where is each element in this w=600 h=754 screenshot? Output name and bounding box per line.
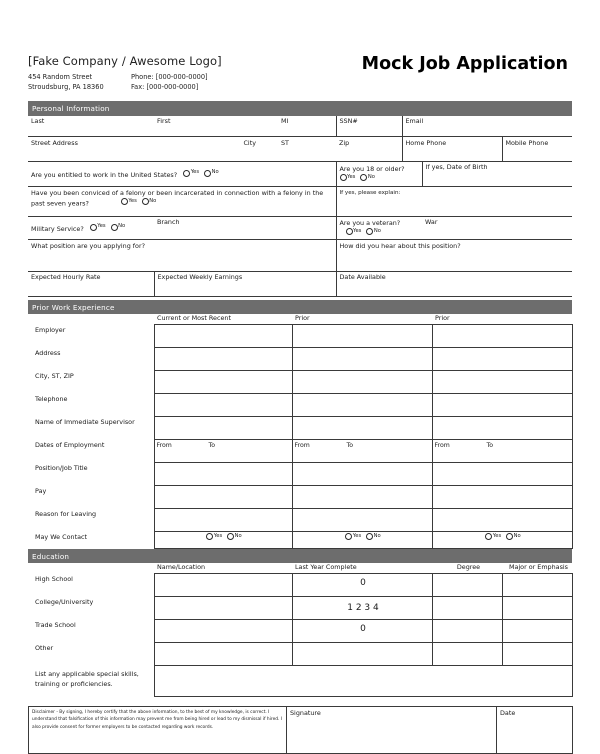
field-email[interactable]: Email [402, 116, 572, 137]
radio-no-label: No [373, 227, 381, 234]
work-cell-address-current[interactable] [154, 348, 292, 371]
work-row-label-telephone: Telephone [35, 394, 68, 403]
work-cell-contact-prior-2[interactable] [432, 532, 572, 549]
table-row [28, 348, 572, 371]
work-cell-employer-current[interactable] [154, 325, 292, 348]
field-branch[interactable]: Branch [154, 216, 336, 240]
field-war[interactable]: War [422, 216, 572, 240]
field-date-available[interactable]: Date Available [336, 271, 572, 297]
radio-no-label: No [513, 533, 521, 540]
education-row-label-high-school: High School [35, 574, 73, 583]
field-street-address[interactable]: Street Address [28, 137, 154, 162]
question-felony-label: Have you been conviced of a felony or been incarcerated in connection with a felony in the past seven years? [31, 188, 324, 208]
dates-to-label: To [208, 442, 216, 450]
work-row-label-position-title: Position/Job Title [35, 463, 88, 472]
dates-from-label: From [294, 442, 310, 450]
work-cell-position-prior-1[interactable] [292, 463, 432, 486]
radio-yes[interactable] [183, 170, 190, 177]
question-entitled-to-work-label: Are you entitled to work in the United States? [31, 170, 178, 179]
radio-no[interactable] [111, 224, 118, 231]
work-row-label-reason-for-leaving: Reason for Leaving [35, 509, 97, 518]
radio-no[interactable] [227, 533, 234, 540]
table-row [28, 394, 572, 417]
education-cell-special-skills[interactable] [154, 666, 572, 697]
question-felony [28, 187, 336, 217]
education-cell-name-high-school[interactable] [154, 574, 292, 597]
education-cell-major-other[interactable] [502, 643, 572, 666]
radio-yes[interactable] [121, 198, 128, 205]
work-cell-city-prior-2[interactable] [432, 371, 572, 394]
table-row [28, 463, 572, 486]
education-cell-name-college[interactable] [154, 597, 292, 620]
field-city[interactable]: City [154, 137, 278, 162]
radio-yes[interactable] [206, 533, 213, 540]
work-cell-telephone-prior-2[interactable] [432, 394, 572, 417]
education-cell-degree-high-school[interactable] [432, 574, 502, 597]
education-corner-spacer [28, 563, 154, 573]
question-military-service-label: Military Service? [31, 224, 84, 233]
radio-yes-label: Yes [353, 227, 362, 234]
radio-no-label: No [211, 169, 219, 176]
work-cell-reason-prior-2[interactable] [432, 509, 572, 532]
radio-no[interactable] [204, 170, 211, 177]
dates-from-label: From [156, 442, 172, 450]
table-row [28, 666, 572, 697]
work-cell-address-prior-1[interactable] [292, 348, 432, 371]
education-cell-major-trade-school[interactable] [502, 620, 572, 643]
personal-row-eligibility [28, 161, 572, 187]
field-first[interactable]: First [154, 116, 278, 137]
field-felony-explain[interactable]: If yes, please explain: [336, 187, 572, 217]
work-column-header-prior-1: Prior [295, 314, 310, 323]
education-column-headers [28, 563, 572, 573]
work-cell-position-current[interactable] [154, 463, 292, 486]
question-entitled-to-work [28, 161, 336, 187]
table-row [28, 532, 572, 549]
page-title: Mock Job Application [361, 54, 568, 74]
radio-group-may-we-contact[interactable] [345, 533, 380, 540]
education-row-label-trade-school: Trade School [35, 620, 76, 629]
education-row-label-college: College/University [35, 597, 94, 606]
question-veteran [336, 216, 422, 240]
education-column-header-major: Major or Emphasis [508, 563, 569, 572]
document-header [28, 48, 572, 92]
work-cell-address-prior-2[interactable] [432, 348, 572, 371]
company-logo-text: [Fake Company / Awesome Logo] [28, 54, 222, 68]
work-cell-pay-prior-1[interactable] [292, 486, 432, 509]
date-cell[interactable]: Date [497, 707, 573, 754]
field-mobile-phone[interactable]: Mobile Phone [502, 137, 572, 162]
education-row-label-special-skills: List any applicable special skills, training or proficiencies. [35, 669, 139, 688]
radio-yes-label: Yes [492, 533, 502, 540]
education-cell-name-other[interactable] [154, 643, 292, 666]
radio-no[interactable] [506, 533, 513, 540]
table-row [28, 417, 572, 440]
education-row-label-other: Other [35, 643, 54, 652]
radio-yes-label: Yes [213, 533, 223, 540]
work-cell-employer-prior-1[interactable] [292, 325, 432, 348]
work-column-header-prior-2: Prior [435, 314, 450, 323]
disclaimer-text: Disclaimer - By signing, I hereby certify that the above information, to the best of my knowledge, is correct. I understand that falsification of this information may prevent me from being hired or lead to my dismissal if hired. I also provide consent for former employers to be contacted regarding work records. [32, 710, 283, 730]
radio-yes[interactable] [340, 174, 347, 181]
work-cell-contact-current[interactable] [154, 532, 292, 549]
radio-yes[interactable] [345, 533, 352, 540]
education-cell-last-year-trade-school[interactable]: 0 [292, 620, 432, 643]
work-row-label-pay: Pay [35, 486, 47, 495]
field-expected-weekly-earnings[interactable]: Expected Weekly Earnings [154, 271, 336, 297]
field-how-heard[interactable]: How did you hear about this position? [336, 240, 572, 272]
field-mi[interactable]: MI [278, 116, 336, 137]
work-cell-city-current[interactable] [154, 371, 292, 394]
radio-no[interactable] [360, 174, 367, 181]
radio-yes[interactable] [346, 228, 353, 235]
work-row-label-dates-of-employment: Dates of Employment [35, 440, 105, 449]
company-city-state-zip: Stroudsburg, PA 18360 [28, 83, 104, 92]
radio-group-military-service[interactable] [90, 223, 125, 231]
radio-yes-label: Yes [190, 169, 200, 176]
work-row-label-supervisor: Name of Immediate Supervisor [35, 417, 135, 426]
field-date-of-birth[interactable]: If yes, Date of Birth [422, 161, 572, 187]
work-cell-reason-current[interactable] [154, 509, 292, 532]
radio-no-label: No [118, 223, 126, 230]
work-column-headers [28, 314, 572, 324]
radio-no[interactable] [366, 533, 373, 540]
dates-from-label: From [434, 442, 450, 450]
company-street: 454 Random Street [28, 73, 93, 81]
field-expected-hourly-rate[interactable]: Expected Hourly Rate [28, 271, 154, 297]
personal-row-military [28, 216, 572, 240]
work-row-label-city-st-zip: City, ST, ZIP [35, 371, 74, 380]
table-row [28, 597, 572, 620]
table-row [28, 486, 572, 509]
education-cell-last-year-college[interactable]: 1 2 3 4 [292, 597, 432, 620]
radio-no[interactable] [142, 198, 149, 205]
radio-group-felony[interactable] [121, 198, 156, 206]
personal-row-name [28, 116, 572, 137]
education-cell-name-trade-school[interactable] [154, 620, 292, 643]
work-cell-dates-prior-2[interactable] [432, 440, 572, 463]
disclaimer-row [29, 707, 573, 754]
radio-yes-label: Yes [97, 223, 106, 230]
work-row-label-may-we-contact: May We Contact [35, 532, 88, 541]
form-sheet [28, 48, 572, 754]
radio-no-label: No [234, 533, 242, 540]
dates-to-label: To [486, 442, 494, 450]
field-position-applying[interactable]: What position are you applying for? [28, 240, 336, 272]
question-military-service [28, 216, 154, 240]
work-cell-supervisor-prior-2[interactable] [432, 417, 572, 440]
education-column-header-name-location: Name/Location [157, 563, 206, 572]
education-cell-major-college[interactable] [502, 597, 572, 620]
work-cell-pay-prior-2[interactable] [432, 486, 572, 509]
section-header-prior-work-experience: Prior Work Experience [28, 300, 572, 314]
section-header-education: Education [28, 549, 572, 563]
personal-row-rates [28, 271, 572, 297]
disclaimer-table [28, 706, 573, 754]
radio-yes-label: Yes [347, 173, 356, 180]
table-row [28, 371, 572, 394]
radio-group-may-we-contact[interactable] [485, 533, 520, 540]
work-cell-telephone-current[interactable] [154, 394, 292, 417]
company-address [28, 72, 261, 92]
radio-no[interactable] [366, 228, 373, 235]
education-table [28, 563, 573, 697]
radio-no-label: No [367, 173, 375, 180]
signature-cell[interactable]: Signature [287, 707, 497, 754]
work-cell-dates-current[interactable] [154, 440, 292, 463]
education-cell-last-year-other[interactable] [292, 643, 432, 666]
table-row [28, 440, 572, 463]
education-cell-last-year-high-school[interactable]: 0 [292, 574, 432, 597]
work-cell-supervisor-prior-1[interactable] [292, 417, 432, 440]
field-state[interactable]: ST [278, 137, 336, 162]
education-cell-degree-college[interactable] [432, 597, 502, 620]
company-phone: Phone: [000-000-0000] [131, 73, 208, 81]
work-cell-supervisor-current[interactable] [154, 417, 292, 440]
question-age-18-label: Are you 18 or older? [339, 164, 405, 173]
field-ssn[interactable]: SSN# [336, 116, 402, 137]
radio-no-label: No [373, 533, 381, 540]
work-cell-contact-prior-1[interactable] [292, 532, 432, 549]
education-cell-degree-other[interactable] [432, 643, 502, 666]
personal-row-felony [28, 187, 572, 217]
radio-group-entitled-to-work[interactable] [183, 169, 218, 177]
radio-yes[interactable] [90, 224, 97, 231]
work-cell-telephone-prior-1[interactable] [292, 394, 432, 417]
question-age-18 [336, 161, 422, 187]
radio-yes[interactable] [485, 533, 492, 540]
field-zip[interactable]: Zip [336, 137, 402, 162]
question-veteran-label: Are you a veteran? [339, 218, 401, 227]
field-last[interactable]: Last [28, 116, 154, 137]
radio-group-may-we-contact[interactable] [206, 533, 241, 540]
personal-row-position [28, 240, 572, 272]
radio-yes-label: Yes [352, 533, 362, 540]
table-row [28, 509, 572, 532]
table-row [28, 574, 572, 597]
personal-information-table [28, 116, 572, 298]
education-cell-degree-trade-school[interactable] [432, 620, 502, 643]
work-row-label-address: Address [35, 348, 61, 357]
personal-row-address [28, 137, 572, 162]
work-corner-spacer [28, 314, 154, 324]
work-cell-dates-prior-1[interactable] [292, 440, 432, 463]
education-column-header-last-year: Last Year Complete [295, 563, 357, 572]
radio-yes-label: Yes [128, 197, 137, 204]
disclaimer-cell [29, 707, 287, 754]
education-column-header-degree: Degree [456, 563, 481, 572]
radio-no-label: No [149, 197, 157, 204]
company-fax: Fax: [000-000-0000] [131, 83, 199, 92]
education-cell-major-high-school[interactable] [502, 574, 572, 597]
work-experience-table [28, 314, 573, 549]
dates-to-label: To [346, 442, 354, 450]
table-row [28, 620, 572, 643]
work-cell-reason-prior-1[interactable] [292, 509, 432, 532]
work-cell-position-prior-2[interactable] [432, 463, 572, 486]
company-block [28, 48, 261, 92]
table-row [28, 325, 572, 348]
radio-group-age-18[interactable] [340, 174, 375, 182]
section-header-personal-information: Personal Information [28, 101, 572, 115]
table-row [28, 643, 572, 666]
radio-group-veteran[interactable] [346, 228, 381, 236]
field-home-phone[interactable]: Home Phone [402, 137, 502, 162]
work-cell-pay-current[interactable] [154, 486, 292, 509]
work-cell-city-prior-1[interactable] [292, 371, 432, 394]
work-column-header-current: Current or Most Recent [157, 314, 231, 323]
work-row-label-employer: Employer [35, 325, 66, 334]
work-cell-employer-prior-2[interactable] [432, 325, 572, 348]
